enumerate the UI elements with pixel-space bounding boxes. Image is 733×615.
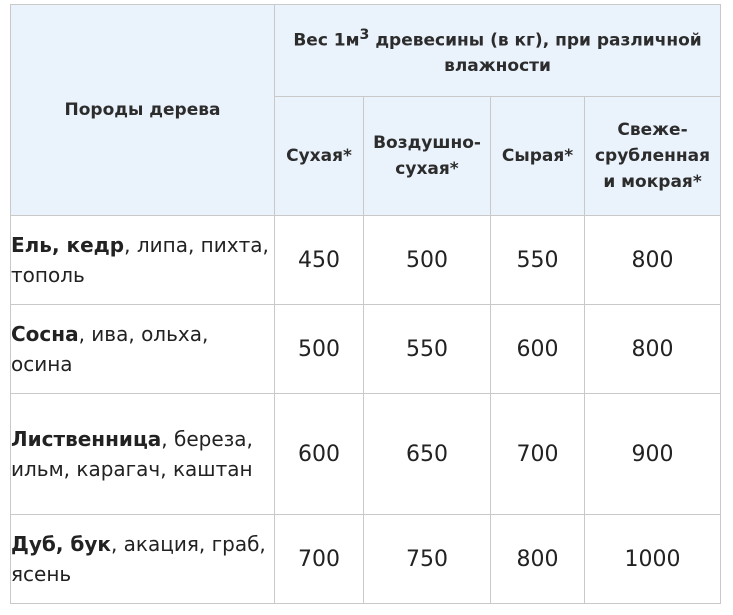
weight-value-cell: 500	[275, 305, 364, 394]
species-other-names: , ива, ольха, осина	[11, 322, 209, 376]
table-row	[11, 216, 721, 305]
weight-header-superscript: 3	[359, 26, 370, 43]
weight-value-cell: 650	[364, 394, 491, 515]
column-header-dry	[275, 97, 364, 216]
table-row	[11, 394, 721, 515]
species-cell	[11, 515, 275, 604]
column-header-line: Сухая*	[286, 146, 352, 166]
column-header-line: Сырая*	[501, 146, 574, 166]
column-header-air-dry	[364, 97, 491, 216]
column-header-line: Свеже-	[617, 120, 688, 140]
weight-value-cell: 800	[585, 216, 721, 305]
weight-value-cell: 750	[364, 515, 491, 604]
species-main-names: Дуб, бук	[11, 532, 111, 556]
species-other-names: , липа, пихта, тополь	[11, 233, 269, 287]
table-row	[11, 515, 721, 604]
weight-header-suffix: древесины (в кг), при различной влажности	[369, 30, 702, 77]
weight-value-cell: 800	[585, 305, 721, 394]
species-main-names: Ель, кедр	[11, 233, 125, 257]
weight-value-cell: 700	[491, 394, 585, 515]
species-cell	[11, 216, 275, 305]
column-header-line: срубленная	[594, 146, 711, 166]
species-other-names: , акация, граб, ясень	[11, 532, 266, 586]
weight-value-cell: 450	[275, 216, 364, 305]
weight-value-cell: 1000	[585, 515, 721, 604]
weight-value-cell: 550	[364, 305, 491, 394]
column-header-fresh-cut	[585, 97, 721, 216]
weight-value-cell: 600	[491, 305, 585, 394]
weight-column-group-header	[275, 5, 721, 97]
column-header-line: и мокрая*	[603, 172, 702, 192]
species-cell	[11, 305, 275, 394]
table-row	[11, 305, 721, 394]
weight-value-cell: 600	[275, 394, 364, 515]
weight-value-cell: 500	[364, 216, 491, 305]
wood-weight-table	[10, 4, 721, 604]
weight-value-cell: 700	[275, 515, 364, 604]
weight-value-cell: 800	[491, 515, 585, 604]
species-main-names: Лиственница	[11, 427, 162, 451]
weight-value-cell: 900	[585, 394, 721, 515]
column-header-line: Воздушно-	[373, 133, 481, 153]
header-row	[11, 5, 721, 97]
species-other-names: , береза, ильм, карагач, каштан	[11, 427, 253, 481]
weight-value-cell: 550	[491, 216, 585, 305]
species-main-names: Сосна	[11, 322, 79, 346]
column-header-raw	[491, 97, 585, 216]
column-header-line: сухая*	[395, 159, 459, 179]
species-cell	[11, 394, 275, 515]
weight-header-prefix: Вес 1м	[293, 30, 360, 51]
species-column-header: Породы дерева	[11, 5, 275, 216]
